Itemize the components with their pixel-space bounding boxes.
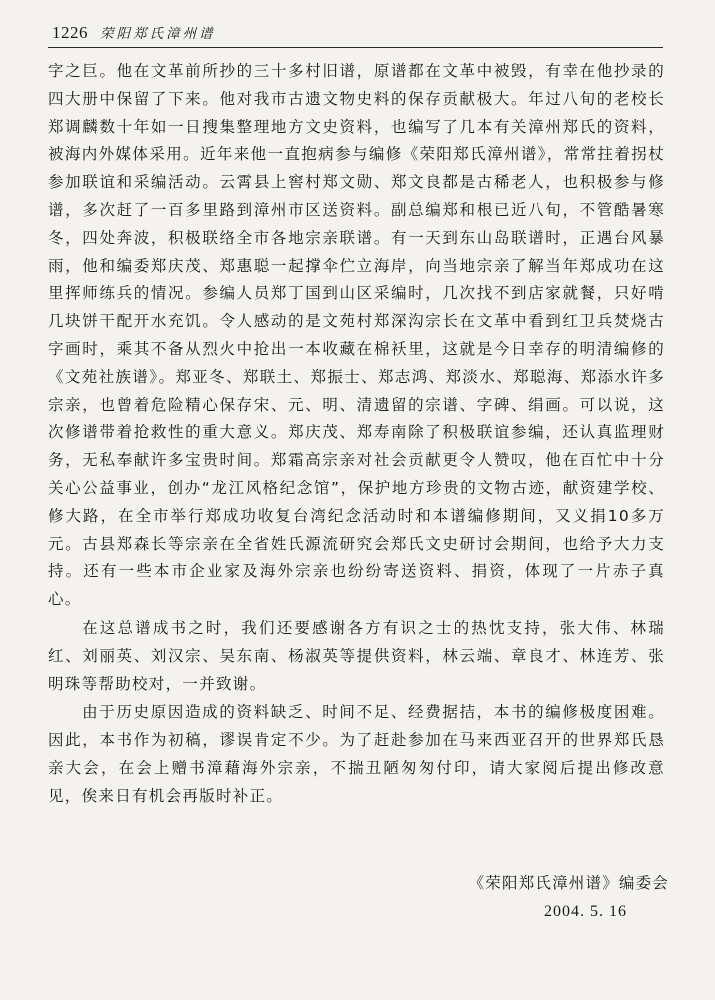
paragraph-closing-note: 由于历史原因造成的资料缺乏、时间不足、经费据拮，本书的编修极度困难。因此，本书作为初稿，谬误肯定不少。为了赶赴参加在马来西亚召开的世界郑氏恳亲大会，在会上赠书漳藉海外宗亲，不揣丑陋匆匆付印，请大家阅后提出修改意见，俟来日有机会再版时补正。	[48, 703, 665, 805]
page-header	[52, 22, 216, 46]
paragraph-acknowledgements: 在这总谱成书之时，我们还要感谢各方有识之士的热忱支持，张大伟、林瑞红、刘丽英、刘汉宗、吴东南、杨淑英等提供资料，林云端、章良才、林连芳、张明珠等帮助校对，一并致谢。	[48, 618, 665, 693]
body-text	[48, 58, 665, 811]
signature-date: 2004. 5. 16	[544, 903, 627, 920]
signature-editorial-committee: 《荣阳郑氏漳州谱》编委会	[468, 874, 669, 892]
page-number: 1226	[52, 23, 88, 42]
running-title: 荣阳郑氏漳州谱	[100, 26, 216, 42]
header-rule	[48, 47, 663, 48]
paragraph-continued: 字之巨。他在文革前所抄的三十多村旧谱，原谱都在文革中被毁，有幸在他抄录的四大册中保留了下来。他对我市古遗文物史料的保存贡献极大。年过八旬的老校长郑调麟数十年如一日搜集整理地方文史资料，也编写了几本有关漳州郑氏的资料，被海内外媒体采用。近年来他一直抱病参与编修《荣阳郑氏漳州谱》，常常拄着拐杖参加联谊和采编活动。云霄县上窖村郑文勋、郑文良都是古稀老人，也积极参与修谱，多次赶了一百多里路到漳州市区送资料。副总编郑和根已近八旬，不管酷暑寒冬，四处奔波，积极联络全市各地宗亲联谱。有一天到东山岛联谱时，正遇台风暴雨，他和编委郑庆茂、郑惠聪一起撑伞伫立海岸，向当地宗亲了解当年郑成功在这里挥师练兵的情况。参编人员郑丁国到山区采编时，几次找不到店家就餐，只好啃几块饼干配开水充饥。令人感动的是文苑村郑深沟宗长在文革中看到红卫兵焚烧古字画时，乘其不备从烈火中抢出一本收藏在棉袄里，这就是今日幸存的明清编修的《文苑社族谱》。郑亚冬、郑联土、郑振士、郑志鸿、郑淡水、郑聪海、郑添水许多宗亲，也曾着危险精心保存宋、元、明、清遗留的宗谱、字碑、绢画。可以说，这次修谱带着抢救性的重大意义。郑庆茂、郑寿南除了积极联谊参编，还认真监理财务，无私奉献许多宝贵时间。郑霜高宗亲对社会贡献更令人赞叹，他在百忙中十分关心公益事业，创办“龙江风格纪念馆”，保护地方珍贵的文物古迹，献资建学校、修大路，在全市举行郑成功收复台湾纪念活动时和本谱编修期间，又义捐10多万元。古县郑森长等宗亲在全省姓氏源流研究会郑氏文史研讨会期间，也给予大力支持。还有一些本市企业家及海外宗亲也纷纷寄送资料、捐资，体现了一片赤子真心。	[48, 62, 665, 609]
